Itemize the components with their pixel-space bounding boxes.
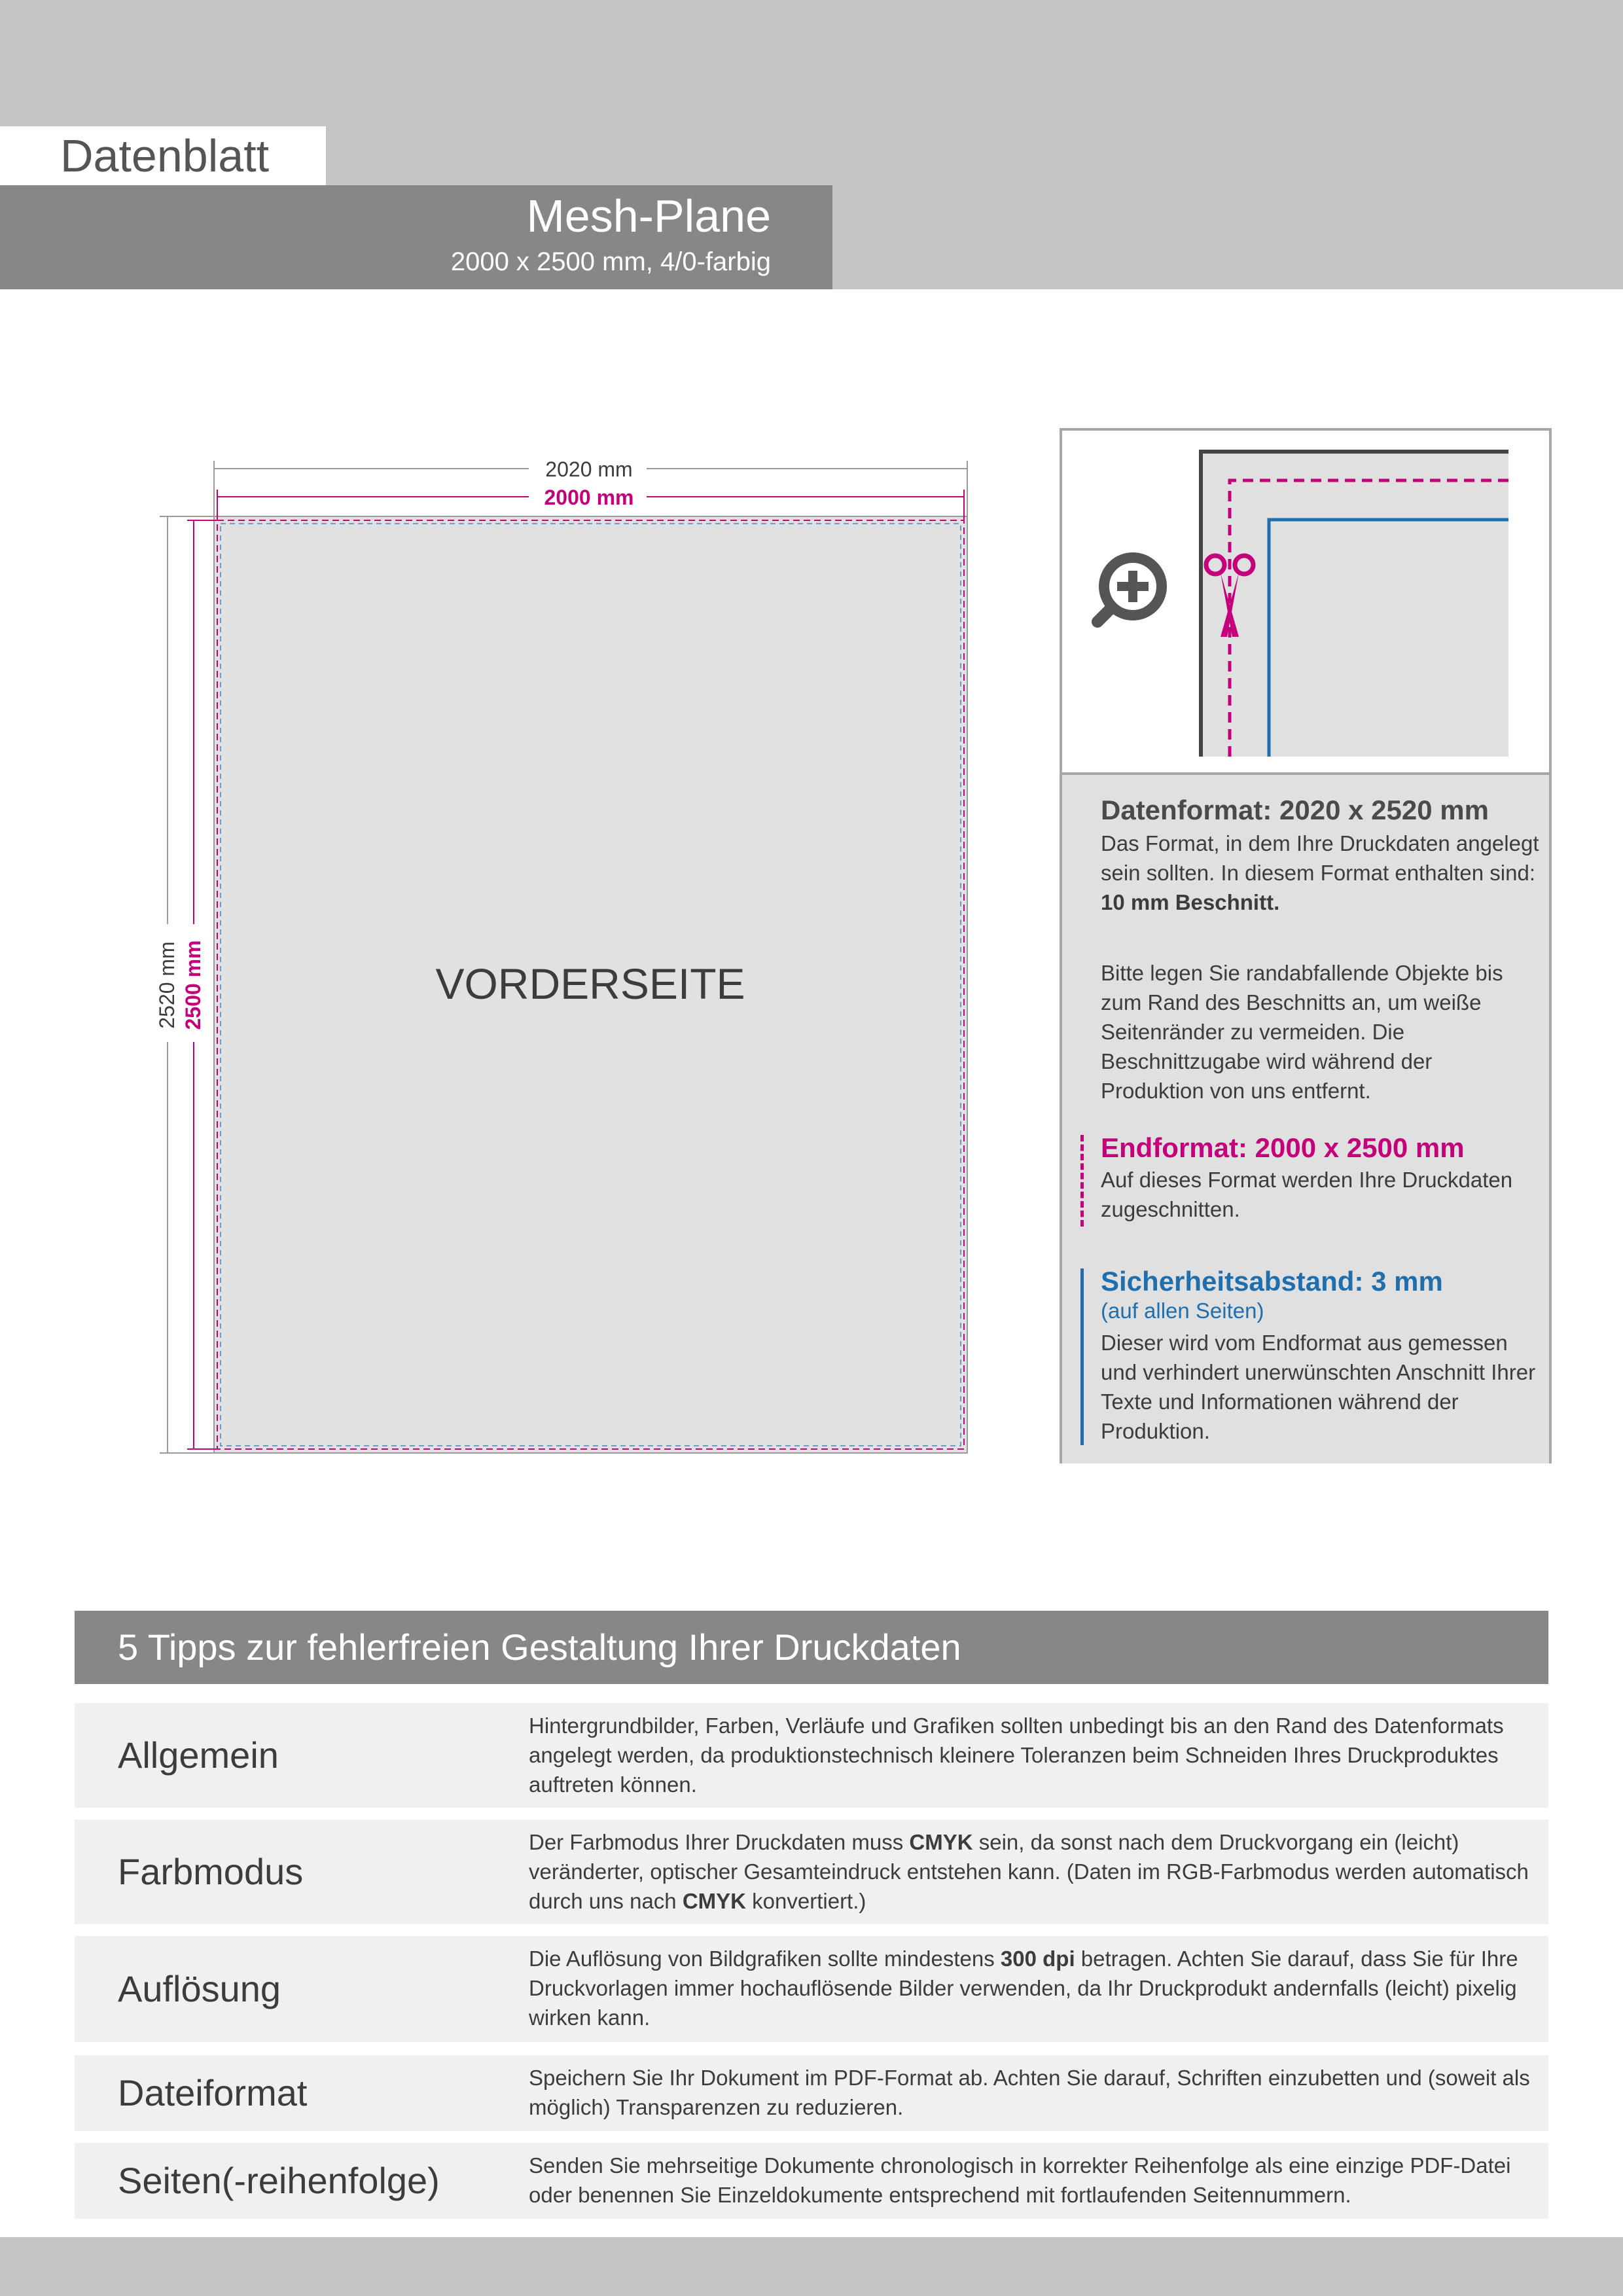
product-spec: 2000 x 2500 mm, 4/0-farbig: [450, 247, 771, 276]
safety-marker: [1080, 1268, 1084, 1445]
tips-title: 5 Tipps zur fehlerfreien Gestaltung Ihrer Druckdaten: [118, 1626, 961, 1668]
tip-text: Die Auflösung von Bildgrafiken sollte mindestens 300 dpi betragen. Achten Sie darauf, dass Sie für Ihre Druckvorlagen immer hochauflösende Bilder verwenden, da Ihr Druckprodukt andernfalls (leicht) pixelig wirken kann.: [529, 1946, 1518, 2030]
safety-subheading: (auf allen Seiten): [1101, 1299, 1264, 1323]
corner-detail: [1062, 431, 1549, 772]
data-format-text: Das Format, in dem Ihre Druckdaten angelegt sein sollten. In diesem Format enthalten sind: 10 mm Beschnitt.: [1101, 831, 1539, 914]
end-format-text: Auf dieses Format werden Ihre Druckdaten zugeschnitten.: [1101, 1168, 1513, 1221]
zoom-in-icon: [1097, 558, 1162, 622]
front-side-label: VORDERSEITE: [435, 960, 745, 1008]
tip-text: Speichern Sie Ihr Dokument im PDF-Format ab. Achten Sie darauf, Schriften einzubetten und (soweit als möglich) Transparenzen zu reduzieren.: [529, 2066, 1530, 2119]
tip-text: Der Farbmodus Ihrer Druckdaten muss CMYK sein, da sonst nach dem Druckvorgang ein (leicht) veränderter, optischer Gesamteindruck entstehen kann. (Daten im RGB-Farbmodus werden automatisch durch uns nach CMYK konvertiert.): [529, 1830, 1529, 1913]
info-text-panel: [1062, 772, 1549, 1463]
safety-text: Dieser wird vom Endformat aus gemessen und verhindert unerwünschten Anschnitt Ihrer Texte und Informationen während der Produktion.: [1101, 1331, 1536, 1443]
tip-text: Hintergrundbilder, Farben, Verläufe und Grafiken sollten unbedingt bis an den Rand des Datenformats angelegt werden, da produktionstechnisch kleinere Toleranzen beim Schneiden Ihres Druckproduktes auftreten können.: [529, 1713, 1504, 1797]
product-title: Mesh-Plane: [526, 190, 771, 242]
data-height-label: 2520 mm: [155, 941, 179, 1029]
tip-label: Auflösung: [118, 1968, 281, 2009]
tip-row-dateiformat: [75, 2055, 1548, 2131]
info-box: [1060, 428, 1552, 1463]
end-format-heading: Endformat: 2000 x 2500 mm: [1101, 1132, 1465, 1163]
datenblatt-label: Datenblatt: [60, 130, 270, 181]
end-width-label: 2000 mm: [544, 486, 634, 509]
footer-band: [0, 2237, 1623, 2296]
tip-row-farbmodus: [75, 1820, 1548, 1924]
bleed-note-text: Bitte legen Sie randabfallende Objekte bis zum Rand des Beschnitts an, um weiße Seitenränder zu vermeiden. Die Beschnittzugabe wird während der Produktion von uns entfernt.: [1101, 961, 1503, 1103]
end-format-marker: [1080, 1135, 1084, 1227]
tip-text: Senden Sie mehrseitige Dokumente chronologisch in korrekter Reihenfolge als eine einzige PDF-Datei oder benennen Sie Einzeldokumente entsprechend mit fortlaufenden Seitennummern.: [529, 2153, 1511, 2207]
tip-label: Dateiformat: [118, 2072, 308, 2113]
end-height-label: 2500 mm: [181, 940, 205, 1030]
data-width-label: 2020 mm: [545, 457, 633, 481]
tip-label: Allgemein: [118, 1734, 279, 1776]
data-format-heading: Datenformat: 2020 x 2520 mm: [1101, 795, 1489, 825]
tips-header: [75, 1611, 1548, 1684]
tip-row-allgemein: [75, 1703, 1548, 1808]
tip-label: Farbmodus: [118, 1851, 304, 1892]
tip-label: Seiten(-reihenfolge): [118, 2160, 440, 2201]
tip-row-seiten: [75, 2143, 1548, 2219]
safety-heading: Sicherheitsabstand: 3 mm: [1101, 1266, 1443, 1297]
tip-row-aufloesung: [75, 1936, 1548, 2042]
